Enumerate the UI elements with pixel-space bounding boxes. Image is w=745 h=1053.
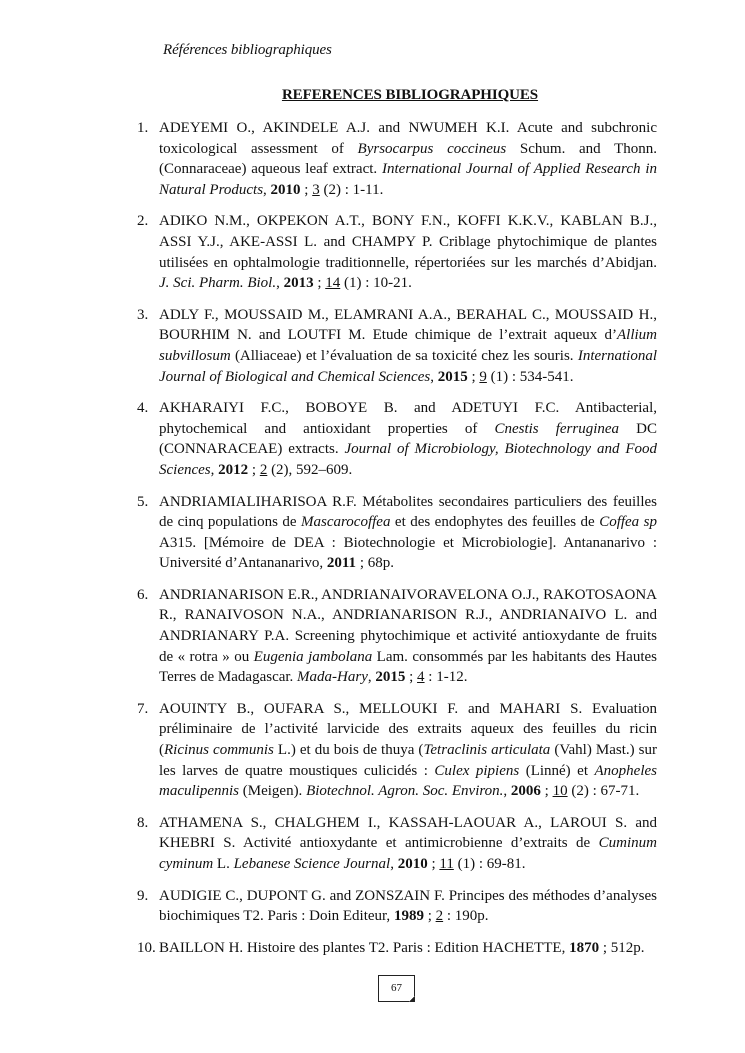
reference-text-segment: 2 bbox=[259, 461, 268, 478]
reference-text-segment: ATHAMENA S., CHALGHEM I., KASSAH-LAOUAR A., LAROUI S. and KHEBRI S. Activité antioxydante et antimicrobienne d’extraits de bbox=[159, 814, 657, 852]
reference-text-segment: ; bbox=[405, 669, 418, 686]
reference-text-segment: AOUINTY B., OUFARA S., MELLOUKI F. and MAHARI S. Evaluation préliminaire de l’activité larvicide des extraits aqueux des feuilles du ricin ( bbox=[159, 700, 657, 759]
reference-text-segment: ANDRIAMIALIHARISOA R.F. Métabolites secondaires particuliers des feuilles de cinq populations de bbox=[159, 493, 657, 531]
reference-text-segment: : 1-12. bbox=[424, 669, 468, 686]
reference-text-segment: , bbox=[430, 368, 438, 385]
reference-text-segment: Coffea sp bbox=[599, 514, 657, 531]
reference-text-segment: , bbox=[210, 461, 219, 478]
reference-text bbox=[159, 305, 657, 387]
reference-item bbox=[137, 886, 657, 927]
reference-text-segment: Ricinus communis bbox=[164, 742, 274, 759]
reference-number: 3. bbox=[137, 306, 149, 323]
reference-text-segment: BAILLON H. Histoire des plantes T2. Paris : Edition HACHETTE, bbox=[159, 939, 570, 956]
reference-text-segment: ADEYEMI O., AKINDELE A.J. and NWUMEH K.I. Acute and subchronic toxicological assessment of bbox=[159, 120, 657, 157]
reference-text-segment: (2) : 1-11. bbox=[319, 181, 384, 198]
reference-text-segment: Cnestis ferruginea bbox=[494, 420, 620, 437]
reference-text bbox=[159, 813, 657, 875]
reference-number: 9. bbox=[137, 887, 149, 904]
reference-text-segment: A315. [Mémoire de DEA : Biotechnologie et Microbiologie]. Antananarivo : Université d’Antananarivo, bbox=[159, 534, 657, 572]
reference-text-segment: Cuminum cyminum bbox=[159, 835, 657, 872]
reference-text-segment: 2010 bbox=[270, 181, 301, 198]
reference-text-segment: DC (CONNARACEAE) extracts. bbox=[159, 420, 658, 458]
reference-item bbox=[137, 118, 657, 200]
reference-text-segment: 2015 bbox=[375, 669, 406, 686]
page-number: 67 bbox=[391, 982, 402, 994]
reference-text-segment: ADIKO N.M., OKPEKON A.T., BONY F.N., KOFFI K.K.V., KABLAN B.J., ASSI Y.J., AKE-ASSI L. and CHAMPY P. Criblage phytochimique de plantes utilisées en ophtalmologie traditionnelle, répertoriées sur les marchés d’Abidjan. bbox=[159, 213, 657, 271]
reference-text-segment: Biotechnol. Agron. Soc. Environ. bbox=[306, 783, 504, 800]
reference-text-segment: 2015 bbox=[437, 368, 468, 385]
reference-text-segment: L.) et du bois de thuya ( bbox=[273, 742, 424, 759]
page-number-box bbox=[378, 975, 415, 1002]
reference-item bbox=[137, 813, 657, 875]
reference-text-segment: ADLY F., MOUSSAID M., ELAMRANI A.A., BERAHAL C., MOUSSAID H., BOURHIM N. and LOUTFI M. Etude chimique de l’extrait aqueux d’ bbox=[159, 306, 657, 344]
reference-text-segment: (1) : 10-21. bbox=[340, 275, 412, 292]
reference-text-segment: AKHARAIYI F.C., BOBOYE B. and ADETUYI F.C. Antibacterial, phytochemical and antioxidant properties of bbox=[159, 400, 657, 437]
reference-text-segment: 4 bbox=[417, 669, 425, 686]
reference-text-segment: , bbox=[390, 856, 398, 872]
reference-text-segment: ; bbox=[467, 368, 480, 385]
reference-text bbox=[159, 886, 657, 927]
reference-text-segment: (2), 592–609. bbox=[267, 461, 353, 478]
reference-text-segment: 2012 bbox=[218, 461, 249, 478]
reference-text-segment: Lam. consommés par les habitants des Hautes Terres de Madagascar. bbox=[159, 648, 657, 686]
reference-text-segment: 3 bbox=[312, 181, 320, 198]
reference-text-segment: , bbox=[503, 783, 511, 800]
reference-number: 2. bbox=[137, 213, 149, 230]
reference-text-segment: ; 512p. bbox=[599, 939, 645, 956]
reference-number: 10. bbox=[137, 939, 156, 956]
reference-text-segment: ; bbox=[427, 856, 440, 872]
reference-text-segment: Allium subvillosum bbox=[159, 327, 657, 364]
reference-text-segment: (Vahl) Mast.) sur les larves de quatre moustiques culicidés : bbox=[159, 742, 657, 779]
reference-text bbox=[159, 398, 657, 480]
reference-text bbox=[159, 492, 657, 574]
reference-text-segment: ; bbox=[313, 275, 326, 292]
reference-list bbox=[137, 118, 657, 969]
reference-text-segment: Byrsocarpus coccineus bbox=[357, 140, 507, 157]
reference-text-segment: 11 bbox=[439, 856, 454, 872]
reference-text-segment: (2) : 67-71. bbox=[567, 783, 640, 800]
reference-item bbox=[137, 398, 657, 480]
reference-text-segment: Tetraclinis articulata bbox=[423, 742, 551, 759]
reference-text-segment: 2006 bbox=[510, 783, 541, 800]
reference-item bbox=[137, 492, 657, 574]
reference-text-segment: 1989 bbox=[393, 908, 424, 925]
page-corner-fold-icon bbox=[409, 996, 415, 1002]
reference-text-segment: (1) : 534-541. bbox=[486, 368, 574, 385]
reference-text-segment: 2011 bbox=[326, 555, 357, 572]
reference-text-segment: 2 bbox=[435, 908, 444, 925]
reference-text-segment: (Alliaceae) et l’évaluation de sa toxicité chez les souris. bbox=[230, 347, 578, 364]
reference-text-segment: 9 bbox=[479, 368, 487, 385]
reference-number: 8. bbox=[137, 814, 149, 831]
reference-text-segment: Journal of Microbiology, Biotechnology and Food Sciences bbox=[159, 441, 657, 478]
reference-item bbox=[137, 938, 657, 959]
reference-text-segment: Mada-Hary bbox=[297, 669, 368, 686]
reference-text bbox=[159, 585, 657, 688]
reference-text-segment: Eugenia jambolana bbox=[253, 648, 373, 665]
reference-text-segment: 10 bbox=[552, 783, 568, 800]
reference-text-segment: J. Sci. Pharm. Biol. bbox=[159, 275, 277, 292]
reference-text-segment: , bbox=[367, 669, 376, 686]
reference-text-segment: ; bbox=[540, 783, 553, 800]
reference-text-segment: International Journal of Applied Research in Natural Products bbox=[159, 161, 658, 198]
reference-text bbox=[159, 938, 657, 959]
reference-text-segment: , bbox=[276, 275, 284, 292]
reference-text-segment: Schum. and Thonn. (Connaraceae) aqueous leaf extract. bbox=[159, 140, 657, 178]
reference-text-segment: 1870 bbox=[569, 939, 600, 956]
reference-text-segment: (Meigen). bbox=[239, 783, 307, 800]
reference-text-segment: et des endophytes des feuilles de bbox=[390, 514, 600, 531]
reference-text-segment: ANDRIANARISON E.R., ANDRIANAIVORAVELONA O.J., RAKOTOSAONA R., RANAIVOSON N.A., ANDRIANARISON R.J., ANDRIANAIVO L. and ANDRIANARY P.A. Screening phytochimique et activité antioxydante de fruits de « rotra » ou bbox=[159, 586, 657, 665]
reference-text-segment: (1) : 69-81. bbox=[453, 856, 526, 872]
reference-text bbox=[159, 211, 657, 293]
reference-text-segment: Mascarocoffea bbox=[301, 514, 391, 531]
reference-number: 6. bbox=[137, 586, 149, 603]
running-header: Références bibliographiques bbox=[163, 42, 332, 58]
reference-text-segment: ; bbox=[248, 461, 260, 478]
reference-number: 1. bbox=[137, 120, 149, 136]
reference-text-segment: 14 bbox=[325, 275, 341, 292]
reference-text-segment: , bbox=[263, 181, 271, 198]
reference-text-segment: (Linné) et bbox=[519, 762, 595, 779]
reference-text-segment: ; bbox=[423, 908, 436, 925]
reference-text-segment: 2013 bbox=[283, 275, 314, 292]
reference-text-segment: L. bbox=[213, 856, 234, 872]
reference-text-segment: AUDIGIE C., DUPONT G. and ZONSZAIN F. Principes des méthodes d’analyses biochimiques T2. Paris : Doin Editeur, bbox=[159, 887, 657, 925]
reference-item bbox=[137, 699, 657, 802]
reference-item bbox=[137, 585, 657, 688]
reference-text-segment: 2010 bbox=[397, 856, 428, 872]
reference-text-segment: Anopheles maculipennis bbox=[159, 762, 657, 800]
reference-number: 5. bbox=[137, 493, 149, 510]
reference-text-segment: ; 68p. bbox=[356, 555, 394, 572]
reference-text-segment: Lebanese Science Journal bbox=[233, 856, 391, 872]
reference-text bbox=[159, 699, 657, 802]
reference-text-segment: : 190p. bbox=[443, 908, 489, 925]
reference-number: 7. bbox=[137, 700, 149, 717]
page-title: REFERENCES BIBLIOGRAPHIQUES bbox=[281, 87, 539, 103]
reference-text-segment: ; bbox=[300, 181, 313, 198]
reference-item bbox=[137, 305, 657, 387]
reference-text-segment: International Journal of Biological and Chemical Sciences bbox=[159, 347, 657, 385]
reference-number: 4. bbox=[137, 400, 149, 417]
reference-text bbox=[159, 118, 657, 200]
reference-text-segment: Culex pipiens bbox=[434, 762, 520, 779]
reference-item bbox=[137, 211, 657, 293]
